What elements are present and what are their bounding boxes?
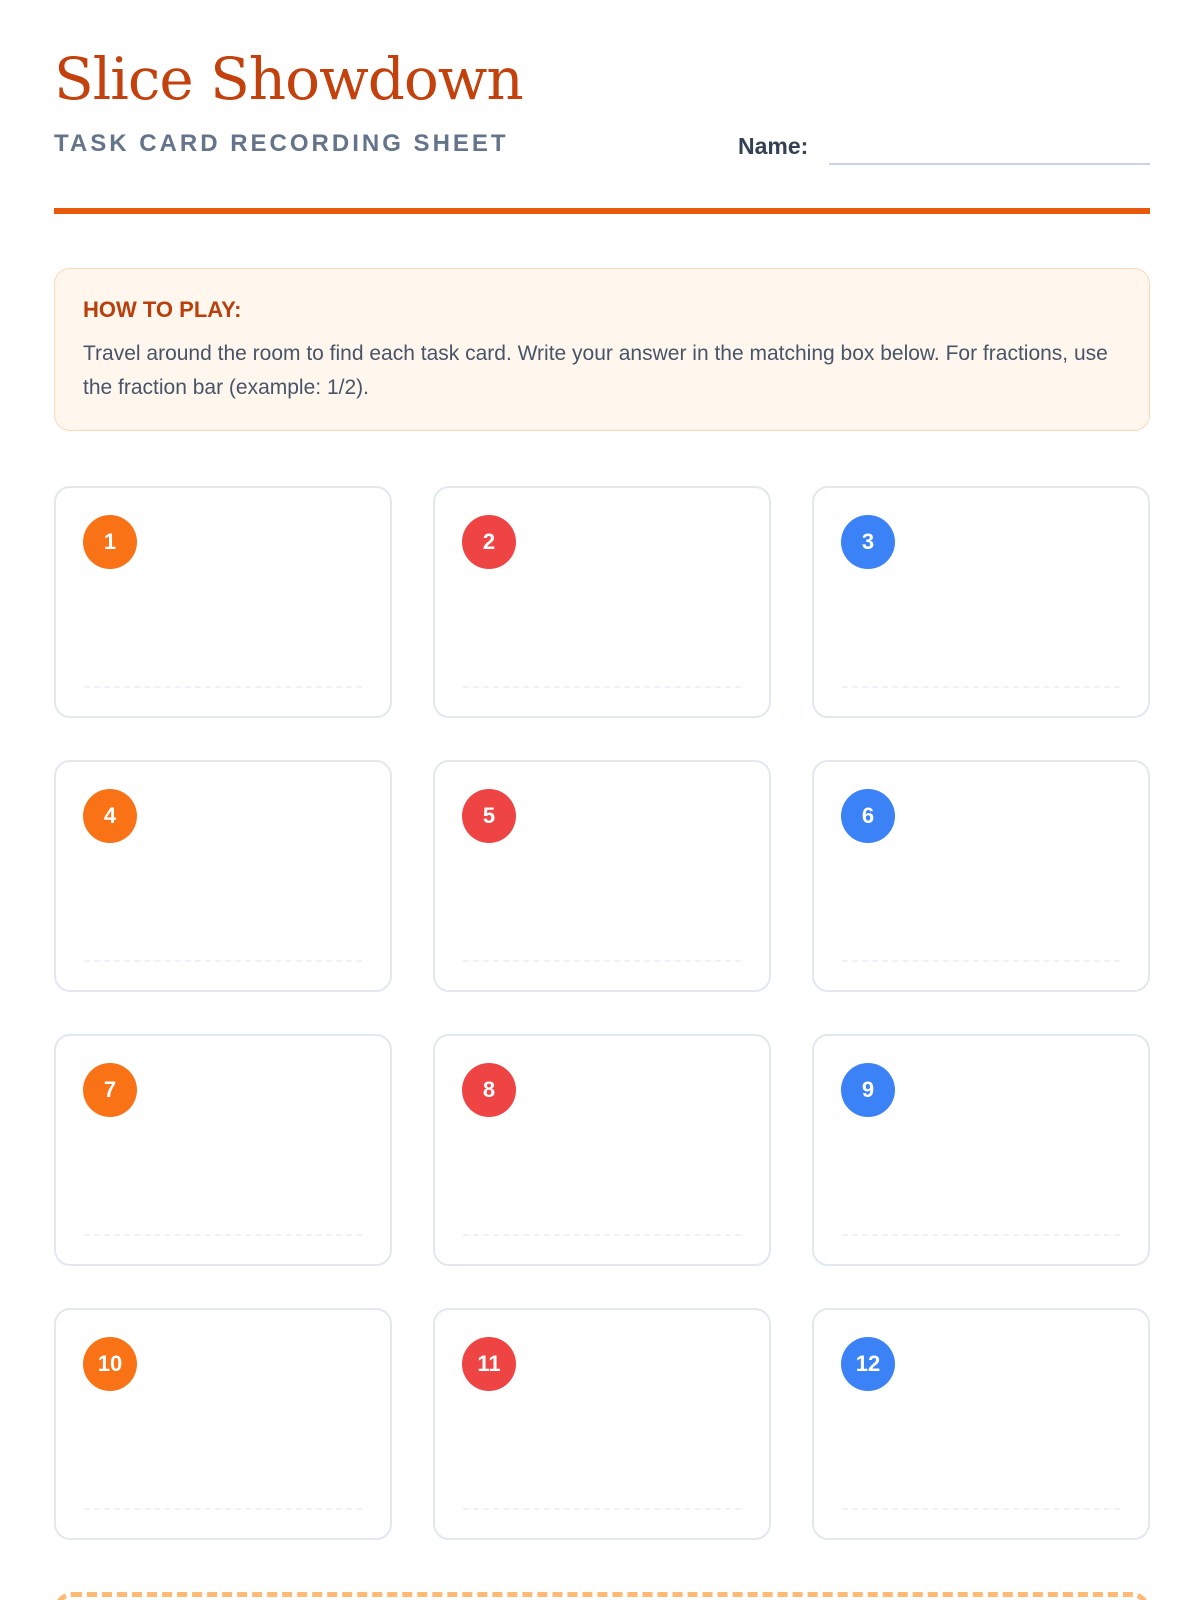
card-number-badge: 12 <box>841 1337 895 1391</box>
answer-line[interactable] <box>463 1234 741 1236</box>
card-number-badge: 6 <box>841 789 895 843</box>
answer-card[interactable] <box>812 486 1150 718</box>
answer-line[interactable] <box>84 686 362 688</box>
card-number-badge: 3 <box>841 515 895 569</box>
card-number-badge: 8 <box>462 1063 516 1117</box>
answer-line[interactable] <box>463 960 741 962</box>
answer-line[interactable] <box>463 1508 741 1510</box>
card-number-badge: 11 <box>462 1337 516 1391</box>
answer-card[interactable] <box>54 1308 392 1540</box>
card-number-badge: 10 <box>83 1337 137 1391</box>
page-title: Slice Showdown <box>54 45 523 113</box>
answer-card[interactable] <box>812 760 1150 992</box>
name-label: Name: <box>738 133 809 159</box>
card-number-badge: 7 <box>83 1063 137 1117</box>
instructions-panel <box>54 268 1150 431</box>
card-number-badge: 5 <box>462 789 516 843</box>
answer-line[interactable] <box>84 1508 362 1510</box>
card-number-badge: 2 <box>462 515 516 569</box>
card-number-badge: 9 <box>841 1063 895 1117</box>
answer-card[interactable] <box>54 1034 392 1266</box>
answer-card[interactable] <box>812 1308 1150 1540</box>
card-number-badge: 1 <box>83 515 137 569</box>
answer-line[interactable] <box>84 960 362 962</box>
answer-line[interactable] <box>842 1508 1120 1510</box>
card-number-badge: 4 <box>83 789 137 843</box>
answer-card[interactable] <box>433 486 771 718</box>
answer-card[interactable] <box>812 1034 1150 1266</box>
answer-line[interactable] <box>84 1234 362 1236</box>
answer-line[interactable] <box>463 686 741 688</box>
answer-card[interactable] <box>433 1308 771 1540</box>
page-subtitle: TASK CARD RECORDING SHEET <box>54 130 509 157</box>
instructions-heading: HOW TO PLAY: <box>83 297 242 322</box>
answer-card[interactable] <box>433 1034 771 1266</box>
answer-card-grid <box>54 486 1150 1540</box>
header-divider <box>54 208 1150 214</box>
answer-card[interactable] <box>54 760 392 992</box>
bonus-box <box>54 1592 1150 1600</box>
answer-card[interactable] <box>433 760 771 992</box>
answer-line[interactable] <box>842 960 1120 962</box>
answer-card[interactable] <box>54 486 392 718</box>
name-field[interactable] <box>829 163 1150 165</box>
answer-line[interactable] <box>842 686 1120 688</box>
answer-line[interactable] <box>842 1234 1120 1236</box>
instructions-text: Travel around the room to find each task card. Write your answer in the matching box below. For fractions, use the fraction bar (example: 1/2). <box>83 342 1108 399</box>
